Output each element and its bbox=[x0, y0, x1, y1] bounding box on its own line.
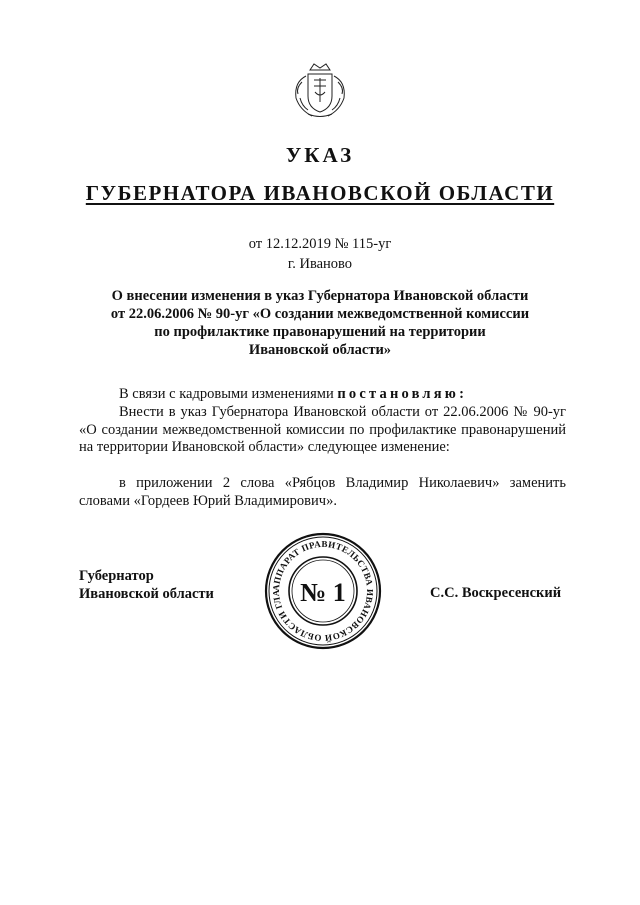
stamp-ring-text: АППАРАТ ПРАВИТЕЛЬСТВА ИВАНОВСКОЙ ОБЛАСТИ ГЛА bbox=[270, 538, 376, 644]
issuer-title bbox=[0, 181, 640, 206]
body-paragraph-amendment: Внести в указ Губернатора Ивановской области от 22.06.2006 № 90-уг «О создании межведомственной комиссии по профилактике правонарушений на территории Ивановской области» следующее изменение: bbox=[79, 404, 566, 456]
decree-keyword: постановляю: bbox=[337, 386, 468, 402]
document-subject bbox=[60, 287, 580, 359]
subject-line: по профилактике правонарушений на территории bbox=[154, 324, 486, 340]
subject-line: Ивановской области» bbox=[248, 342, 392, 358]
subject-line: от 22.06.2006 № 90-уг «О создании межведомственной комиссии bbox=[110, 306, 530, 322]
document-date-number: от 12.12.2019 № 115-уг bbox=[248, 236, 392, 252]
subject-line: О внесении изменения в указ Губернатора Ивановской области bbox=[111, 288, 529, 304]
signatory-position bbox=[79, 567, 214, 603]
signatory-name: С.С. Воскресенский bbox=[430, 585, 562, 601]
position-line: Губернатор bbox=[79, 568, 154, 584]
official-stamp-icon bbox=[263, 531, 383, 651]
body-paragraph-preamble bbox=[79, 386, 566, 404]
body-paragraph-change: в приложении 2 слова «Рябцов Владимир Николаевич» заменить словами «Гордеев Юрий Владимирович». bbox=[79, 475, 566, 509]
preamble-text: В связи с кадровыми изменениями bbox=[119, 386, 338, 402]
stamp-center-number: № 1 bbox=[300, 578, 346, 607]
document-type-title: УКАЗ bbox=[285, 143, 355, 167]
issuer-title-text: ГУБЕРНАТОРА ИВАНОВСКОЙ ОБЛАСТИ bbox=[85, 181, 555, 205]
document-city: г. Иваново bbox=[287, 256, 353, 272]
position-line: Ивановской области bbox=[79, 586, 214, 602]
coat-of-arms-icon bbox=[288, 62, 352, 120]
